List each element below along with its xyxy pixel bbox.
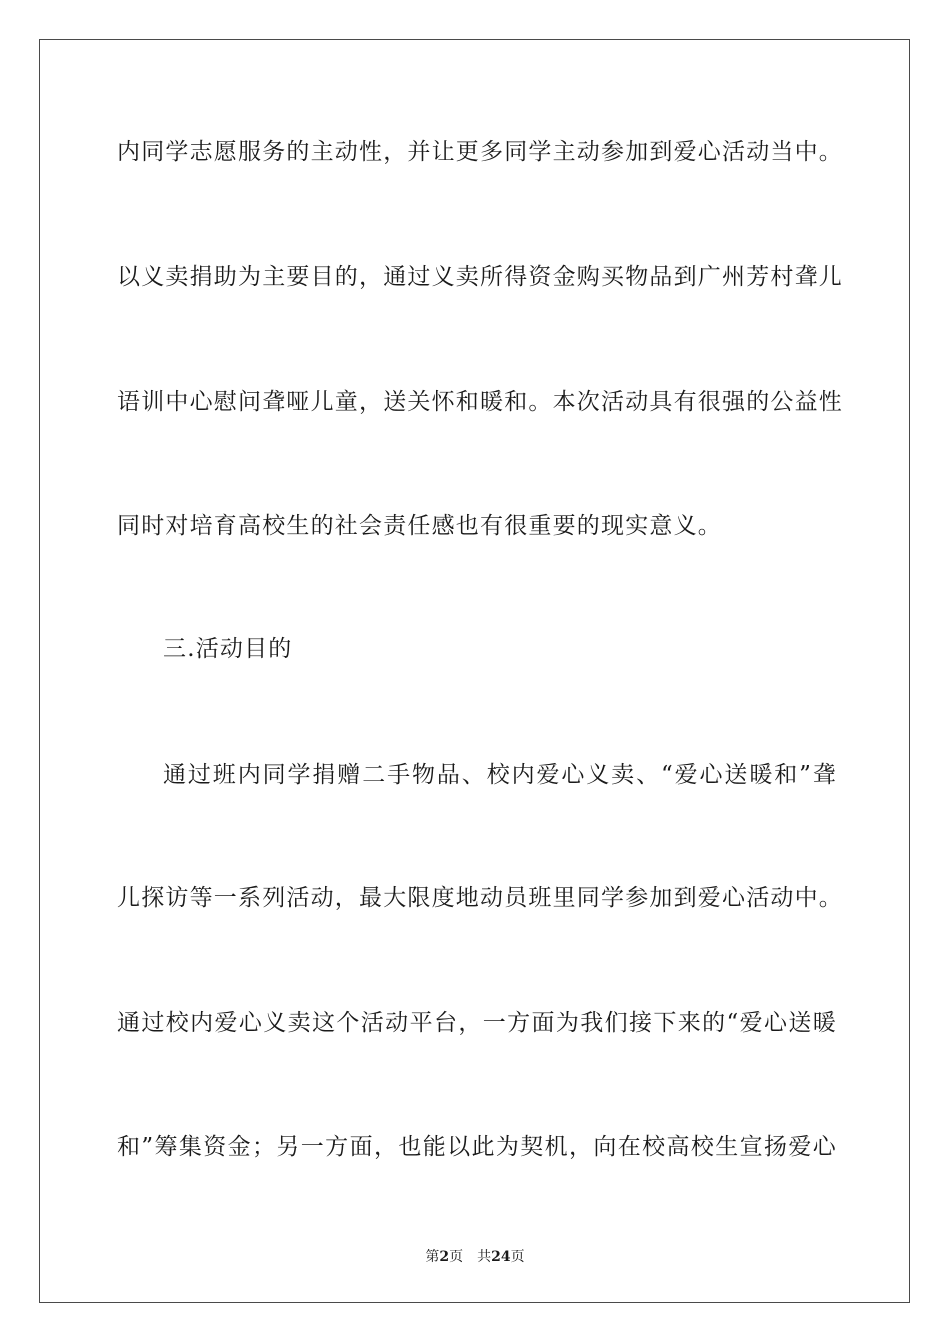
text-line-1: 内同学志愿服务的主动性，并让更多同学主动参加到爱心活动当中。 bbox=[117, 139, 843, 165]
text-line-7: 通过校内爱心义卖这个活动平台，一方面为我们接下来的“爱心送暖 bbox=[117, 1010, 837, 1036]
text-line-5: 通过班内同学捐赠二手物品、校内爱心义卖、“爱心送暖和”聋 bbox=[163, 762, 837, 788]
footer-total-prefix: 共 bbox=[477, 1249, 492, 1265]
text-line-6: 儿探访等一系列活动，最大限度地动员班里同学参加到爱心活动中。 bbox=[117, 885, 843, 911]
section-heading: 三.活动目的 bbox=[163, 636, 293, 662]
footer-page-prefix: 第 bbox=[425, 1249, 440, 1265]
footer-page-number: 2 bbox=[439, 1249, 450, 1265]
text-line-3: 语训中心慰问聋哑儿童，送关怀和暖和。本次活动具有很强的公益性 bbox=[117, 389, 843, 415]
text-line-8: 和”筹集资金；另一方面，也能以此为契机，向在校高校生宣扬爱心 bbox=[117, 1134, 837, 1160]
footer-total-pages: 24 bbox=[491, 1249, 511, 1265]
page-footer bbox=[0, 1248, 950, 1266]
footer-page-suffix: 页 bbox=[449, 1249, 464, 1265]
page-border bbox=[39, 39, 910, 1303]
text-line-2: 以义卖捐助为主要目的，通过义卖所得资金购买物品到广州芳村聋儿 bbox=[117, 264, 843, 290]
footer-total-suffix: 页 bbox=[510, 1249, 525, 1265]
text-line-4: 同时对培育高校生的社会责任感也有很重要的现实意义。 bbox=[117, 513, 722, 539]
